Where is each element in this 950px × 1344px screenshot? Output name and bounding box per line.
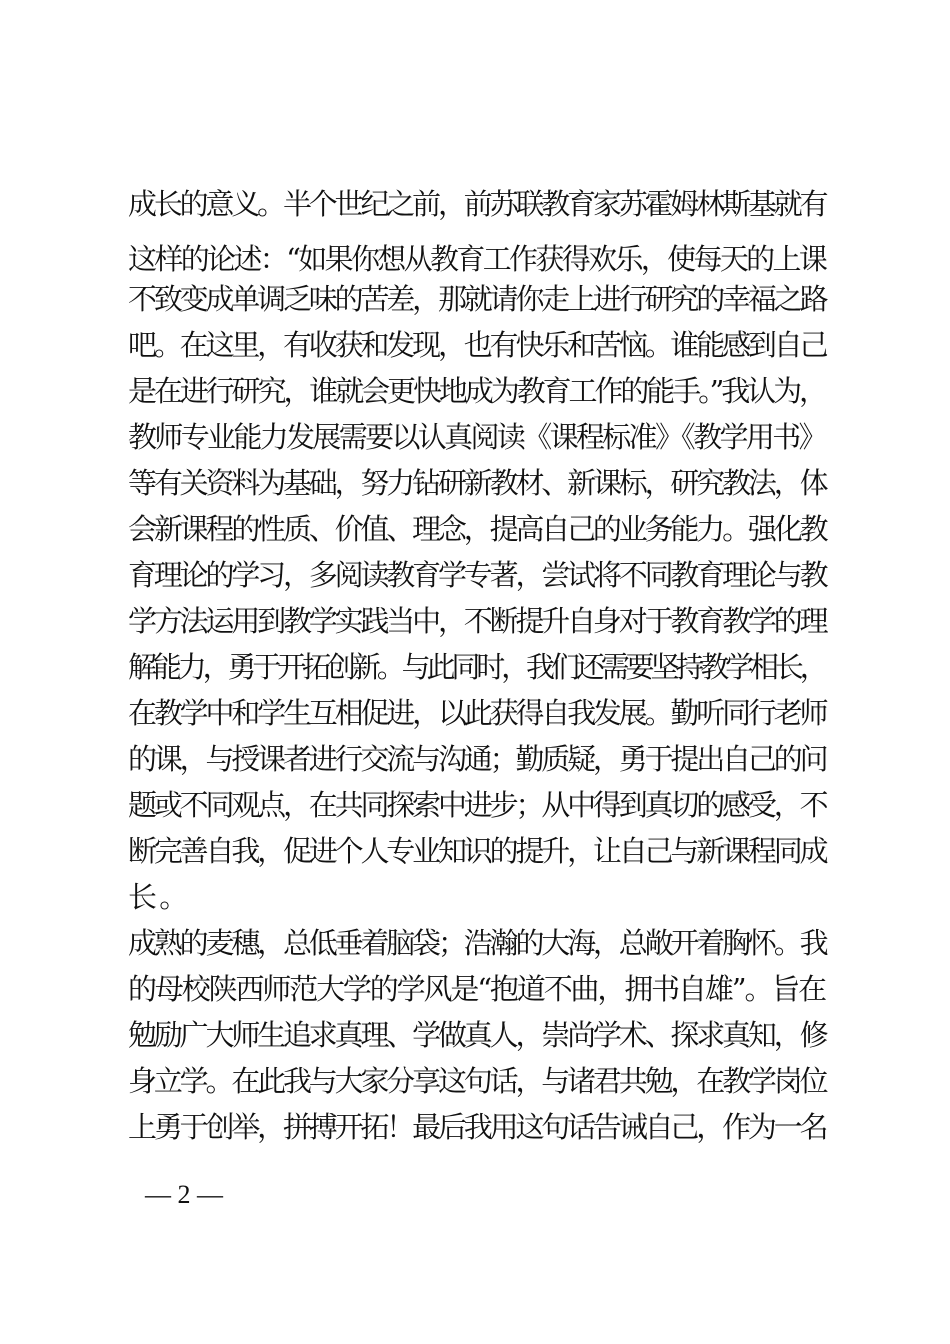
text-line: 学方法运用到教学实践当中，不断提升自身对于教育教学的理 xyxy=(128,604,826,638)
text-line: 长。 xyxy=(128,880,191,914)
text-line: 教师专业能力发展需要以认真阅读《课程标准》《教学用书》 xyxy=(128,420,825,454)
text-line: 解能力，勇于开拓创新。与此同时，我们还需要坚持教学相长， xyxy=(128,650,825,684)
text-line: 上勇于创举，拼搏开拓！最后我用这句话告诫自己，作为一名 xyxy=(128,1110,826,1144)
text-line: 育理论的学习，多阅读教育学专著，尝试将不同教育理论与教 xyxy=(128,558,826,592)
text-line: 身立学。在此我与大家分享这句话，与诸君共勉，在教学岗位 xyxy=(128,1064,826,1098)
text-line: 不致变成单调乏味的苦差，那就请你走上进行研究的幸福之路 xyxy=(128,282,826,316)
text-line: 是在进行研究，谁就会更快地成为教育工作的能手。”我认为， xyxy=(128,374,825,408)
text-line: 断完善自我，促进个人专业知识的提升，让自己与新课程同成 xyxy=(128,834,826,868)
text-line: 题或不同观点，在共同探索中进步；从中得到真切的感受，不 xyxy=(128,788,826,822)
text-line: 这样的论述：“如果你想从教育工作获得欢乐，使每天的上课 xyxy=(128,242,826,276)
text-line: 吧。在这里，有收获和发现，也有快乐和苦恼。谁能感到自己 xyxy=(128,328,826,362)
text-line: 会新课程的性质、价值、理念，提高自己的业务能力。强化教 xyxy=(128,512,826,546)
text-line: 等有关资料为基础，努力钻研新教材、新课标，研究教法，体 xyxy=(128,466,826,500)
text-line: 的课，与授课者进行交流与沟通；勤质疑，勇于提出自己的问 xyxy=(128,742,826,776)
text-line: 的母校陕西师范大学的学风是“抱道不曲，拥书自雄”。旨在 xyxy=(128,972,826,1006)
text-line: 成长的意义。半个世纪之前，前苏联教育家苏霍姆林斯基就有 xyxy=(128,187,826,221)
text-line: 在教学中和学生互相促进，以此获得自我发展。勤听同行老师 xyxy=(128,696,826,730)
text-line: 勉励广大师生追求真理、学做真人，崇尚学术、探求真知，修 xyxy=(128,1018,826,1052)
page-number: — 2 — xyxy=(145,1180,223,1209)
text-line: 成熟的麦穗，总低垂着脑袋；浩瀚的大海，总敞开着胸怀。我 xyxy=(128,926,826,960)
